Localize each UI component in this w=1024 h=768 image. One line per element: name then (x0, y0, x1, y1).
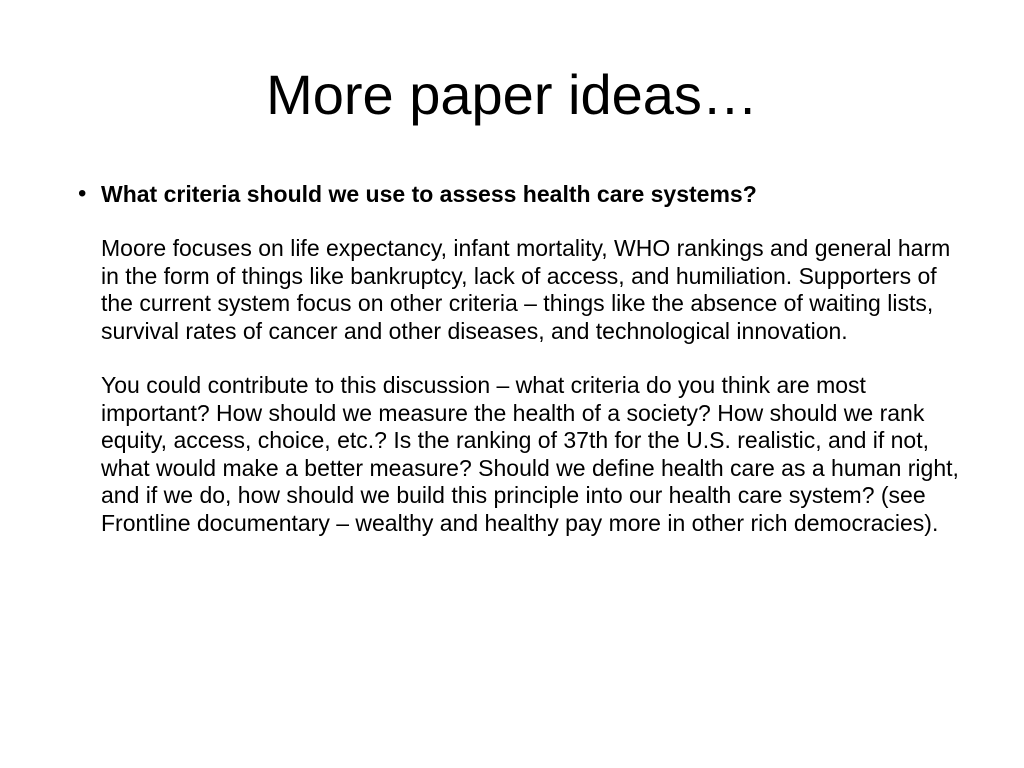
bullet-marker: • (78, 180, 87, 207)
bullet-paragraph-2: You could contribute to this discussion – what criteria do you think are most important? How should we measure the health of a society? How should we rank equity, access, choice, etc.? Is the ranking of 37th for the U.S. realistic, and if not, what would make a better measure? Should we define health care as a human right, and if we do, how should we build this principle into our health care system? (see Frontline documentary – wealthy and healthy pay more in other rich democracies). (101, 372, 959, 536)
bullet-heading: What criteria should we use to assess health care systems? (101, 181, 757, 207)
bullet-item (60, 180, 960, 537)
bullet-list (60, 180, 960, 537)
slide-title: More paper ideas… (266, 63, 758, 126)
bullet-paragraph-1: Moore focuses on life expectancy, infant mortality, WHO rankings and general harm in the form of things like bankruptcy, lack of access, and humiliation. Supporters of the current system focus on other criteria – things like the absence of waiting lists, survival rates of cancer and other diseases, and technological innovation. (101, 235, 951, 344)
